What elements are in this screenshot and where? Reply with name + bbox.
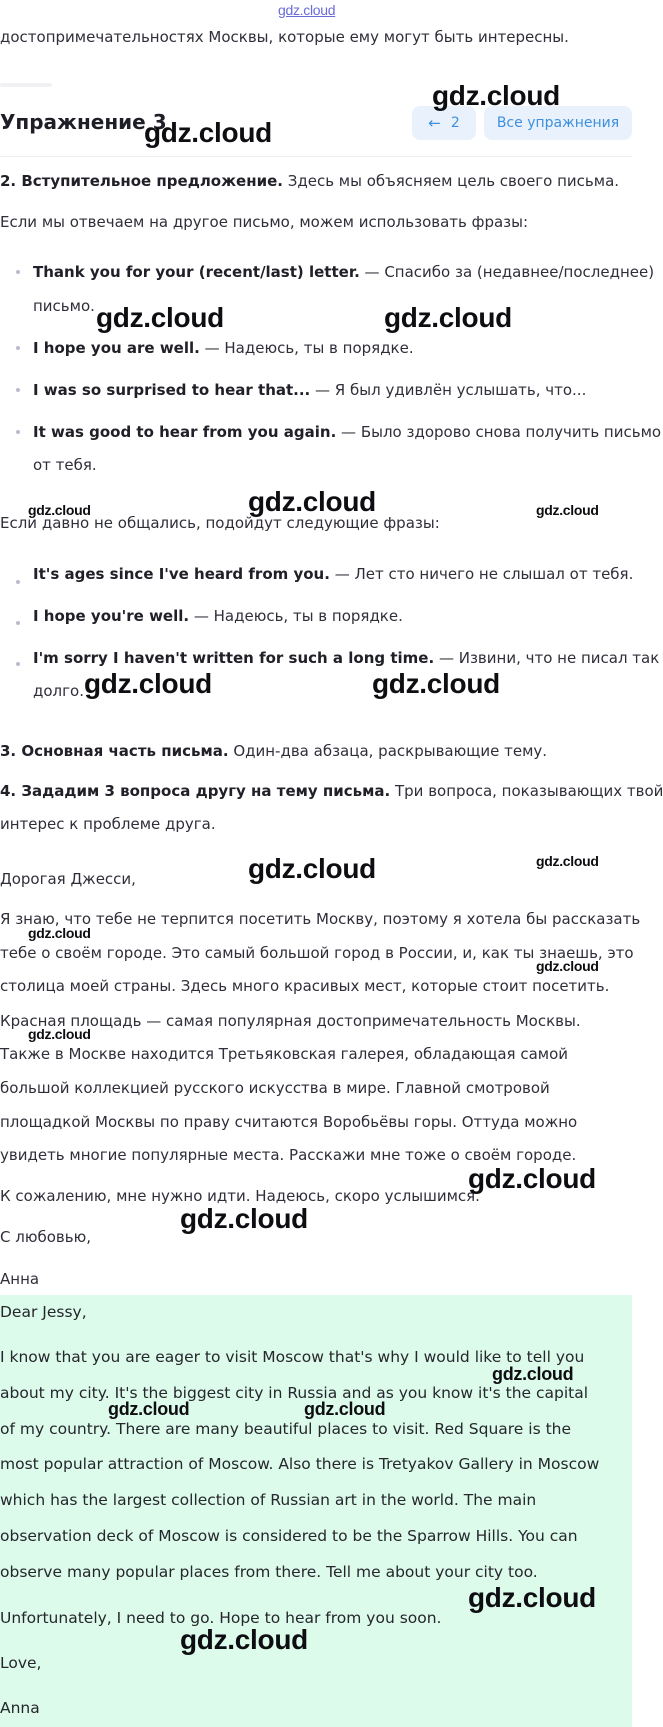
bullet-dot	[16, 662, 20, 666]
watermark: gdz.cloud	[492, 1364, 574, 1384]
page-title: Упражнение 3	[0, 110, 167, 134]
watermark: gdz.cloud	[384, 302, 512, 333]
letter-ru-line: С любовью,	[0, 1228, 91, 1246]
letter-en-line: Dear Jessy,	[0, 1303, 87, 1321]
watermark: gdz.cloud	[144, 117, 272, 148]
letter-ru-line: увидеть многие популярные места. Расскажи мне тоже о своём городе.	[0, 1146, 577, 1164]
letter-ru-line: Я знаю, что тебе не терпится посетить Москву, поэтому я хотела бы рассказать	[0, 910, 641, 928]
watermark: gdz.cloud	[248, 853, 376, 884]
letter-ru-line: площадкой Москвы по праву считаются Воробьёвы горы. Оттуда можно	[0, 1113, 578, 1131]
section-4-continuation: интерес к проблеме друга.	[0, 815, 216, 833]
long-break-intro-text: Если давно не общались, подойдут следующие фразы:	[0, 514, 440, 532]
letter-ru-line: тебе о своём городе. Это самый большой город в России, и, как ты знаешь, это	[0, 944, 634, 962]
top-divider	[0, 83, 52, 87]
intro-tail-text: достопримечательностях Москвы, которые ему могут быть интересны.	[0, 28, 569, 46]
watermark: gdz.cloud	[468, 1582, 596, 1613]
watermark: gdz.cloud	[84, 668, 212, 699]
reply-intro-text: Если мы отвечаем на другое письмо, можем использовать фразы:	[0, 213, 529, 231]
section-4-heading: 4. Зададим 3 вопроса другу на тему письма. Три вопроса, показывающих твой	[0, 782, 663, 800]
letter-en-line: of my country. There are many beautiful places to visit. Red Square is the	[0, 1420, 572, 1438]
bullet-dot	[16, 270, 20, 274]
arrow-left-icon: ←	[428, 114, 441, 132]
letter-ru-line: Красная площадь — самая популярная достопримечательность Москвы.	[0, 1012, 581, 1030]
section-2-heading: 2. Вступительное предложение. Здесь мы объясняем цель своего письма.	[0, 172, 620, 190]
watermark: gdz.cloud	[536, 958, 599, 974]
watermark: gdz.cloud	[536, 502, 599, 518]
list-item: I was so surprised to hear that... — Я был удивлён услышать, что...	[33, 381, 587, 399]
bullet-dot	[16, 430, 20, 434]
letter-ru-line: К сожалению, мне нужно идти. Надеюсь, скоро услышимся.	[0, 1187, 480, 1205]
letter-en-line: Anna	[0, 1699, 40, 1717]
watermark: gdz.cloud	[96, 302, 224, 333]
letter-ru-line: большой коллекцией русского искусства в мире. Главной смотровой	[0, 1079, 550, 1097]
watermark: gdz.cloud	[248, 486, 376, 517]
bullet-dot	[16, 388, 20, 392]
watermark: gdz.cloud	[180, 1203, 308, 1234]
watermark: gdz.cloud	[372, 668, 500, 699]
watermark: gdz.cloud	[28, 925, 91, 941]
list-item: It's ages since I've heard from you. — Лет сто ничего не слышал от тебя.	[33, 565, 634, 583]
letter-en-line: Love,	[0, 1654, 42, 1672]
list-item: I'm sorry I haven't written for such a long time. — Извини, что не писал так	[33, 649, 660, 667]
watermark: gdz.cloud	[468, 1163, 596, 1194]
bullet-dot	[16, 621, 20, 625]
letter-en-line: most popular attraction of Moscow. Also there is Tretyakov Gallery in Moscow	[0, 1455, 600, 1473]
letter-en-line: about my city. It's the biggest city in Russia and as you know it's the capital	[0, 1384, 589, 1402]
bullet-dot	[16, 346, 20, 350]
prev-exercise-label: 2	[450, 115, 460, 131]
list-item: I hope you are well. — Надеюсь, ты в порядке.	[33, 339, 414, 357]
letter-ru-line: столица моей страны. Здесь много красивых мест, которые стоит посетить.	[0, 977, 610, 995]
list-item: It was good to hear from you again. — Было здорово снова получить письмо	[33, 423, 662, 441]
watermark: gdz.cloud	[108, 1399, 190, 1419]
letter-en-line: observe many popular places from there. Tell me about your city too.	[0, 1563, 538, 1581]
section-divider	[0, 156, 632, 157]
letter-ru-line: Анна	[0, 1270, 40, 1288]
watermark: gdz.cloud	[304, 1399, 386, 1419]
list-item-continuation: долго.	[33, 682, 84, 700]
watermark: gdz.cloud	[536, 853, 599, 869]
letter-en-line: observation deck of Moscow is considered to be the Sparrow Hills. You can	[0, 1527, 578, 1545]
watermark: gdz.cloud	[28, 1026, 91, 1042]
bullet-dot	[16, 580, 20, 584]
watermark: gdz.cloud	[180, 1624, 308, 1655]
letter-ru-line: Также в Москве находится Третьяковская галерея, обладающая самой	[0, 1045, 569, 1063]
list-item-continuation: письмо.	[33, 297, 95, 315]
watermark: gdz.cloud	[432, 80, 560, 111]
list-item: I hope you're well. — Надеюсь, ты в порядке.	[33, 607, 403, 625]
letter-en-line: I know that you are eager to visit Moscow that's why I would like to tell you	[0, 1348, 585, 1366]
letter-ru-line: Дорогая Джесси,	[0, 870, 136, 888]
list-item: Thank you for your (recent/last) letter. — Спасибо за (недавнее/последнее)	[33, 263, 655, 281]
letter-en-line: Unfortunately, I need to go. Hope to hear from you soon.	[0, 1609, 442, 1627]
watermark-top: gdz.cloud	[278, 2, 336, 18]
all-exercises-label: Все упражнения	[496, 115, 620, 131]
watermark: gdz.cloud	[28, 502, 91, 518]
letter-en-line: which has the largest collection of Russian art in the world. The main	[0, 1491, 537, 1509]
section-3-heading: 3. Основная часть письма. Один-два абзаца, раскрывающие тему.	[0, 742, 548, 760]
list-item-continuation: от тебя.	[33, 456, 97, 474]
